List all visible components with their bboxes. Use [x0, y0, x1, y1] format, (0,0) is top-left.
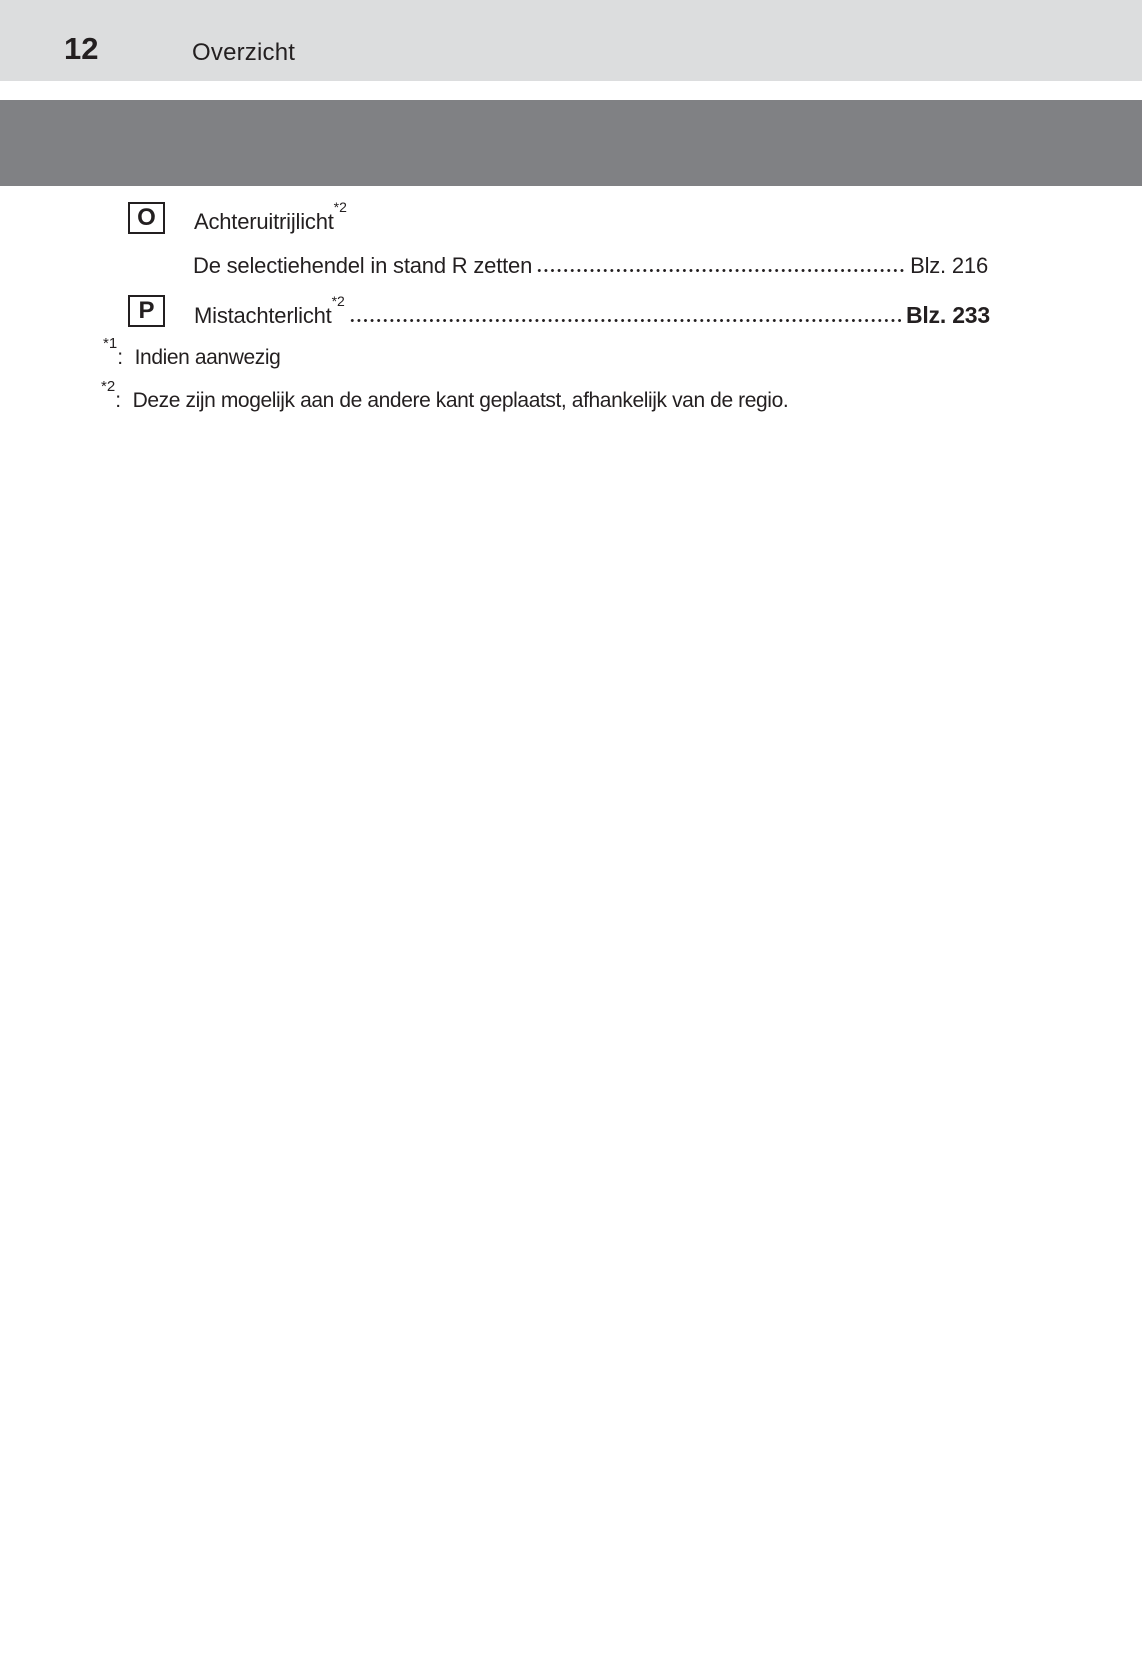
footnote-colon: : — [115, 389, 121, 412]
dot-leader — [349, 317, 901, 323]
page-reference: Blz. 216 — [910, 253, 988, 278]
footnote-text: Indien aanwezig — [134, 346, 281, 369]
footnote-colon: : — [117, 346, 123, 369]
dot-leader — [536, 267, 905, 273]
toc-entry-label — [194, 292, 345, 330]
footnote-1 — [103, 335, 281, 371]
footnote-text: Deze zijn mogelijk aan de andere kant geplaatst, afhankelijk van de regio. — [132, 389, 789, 412]
page-number: 12 — [64, 31, 99, 66]
toc-entry-achteruitrijlicht — [194, 198, 347, 236]
page-header-band — [0, 0, 1142, 81]
footnote-reference: *2 — [331, 292, 345, 309]
footnote-marker: *2 — [101, 378, 116, 395]
footnote-reference: *2 — [333, 198, 347, 215]
callout-key-o: O — [128, 202, 165, 234]
toc-entry-mistachterlicht — [194, 292, 990, 330]
section-title: Overzicht — [192, 39, 296, 66]
callout-key-p: P — [128, 295, 165, 327]
gray-banner-strip — [0, 100, 1142, 186]
footnote-marker: *1 — [103, 335, 118, 352]
toc-subentry-selectiehendel — [193, 252, 988, 280]
toc-subentry-label: De selectiehendel in stand R zetten — [193, 253, 533, 278]
page-reference: Blz. 233 — [905, 302, 990, 328]
toc-entry-label: Achteruitrijlicht — [194, 209, 334, 234]
footnote-2 — [101, 378, 789, 414]
toc-entry-label-text: Mistachterlicht — [194, 303, 332, 328]
